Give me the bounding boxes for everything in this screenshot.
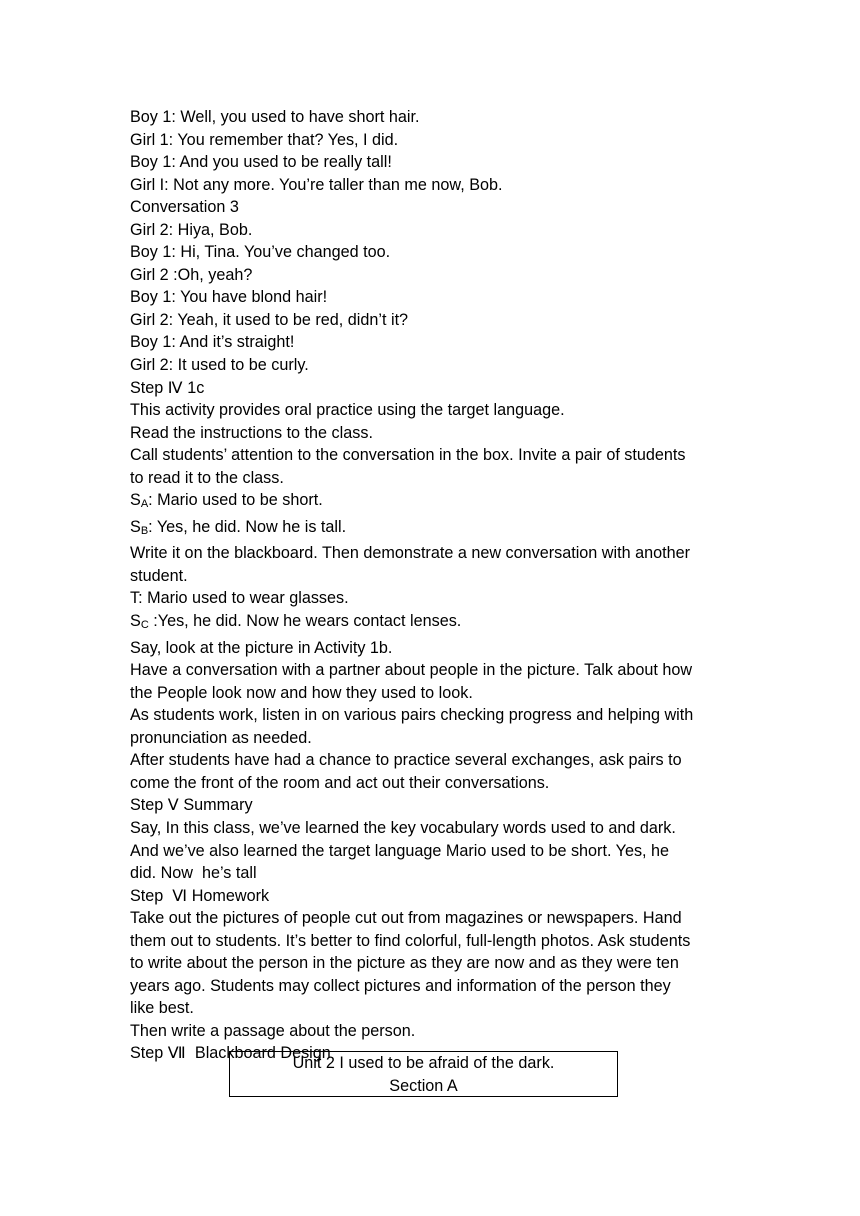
text-line: Say, In this class, we’ve learned the key vocabulary words used to and dark. bbox=[130, 818, 676, 837]
text-line: Read the instructions to the class. bbox=[130, 423, 373, 442]
text-line: Boy 1: And it’s straight! bbox=[130, 333, 295, 352]
dialogue-text: : Yes, he did. Now he is tall. bbox=[148, 517, 347, 536]
text-line: Girl 2: It used to be curly. bbox=[130, 356, 309, 375]
text-line: Girl 2 :Oh, yeah? bbox=[130, 265, 253, 284]
text-line: the People look now and how they used to look. bbox=[130, 683, 473, 702]
section-heading: Conversation 3 bbox=[130, 198, 239, 217]
dialogue-text: : Mario used to be short. bbox=[148, 491, 323, 510]
text-line: After students have had a chance to practice several exchanges, ask pairs to bbox=[130, 751, 682, 770]
text-line: As students work, listen in on various pairs checking progress and helping with bbox=[130, 706, 694, 725]
dialogue-sc bbox=[130, 610, 740, 637]
text-line: Write it on the blackboard. Then demonstrate a new conversation with another bbox=[130, 544, 690, 563]
text-line: Girl 2: Yeah, it used to be red, didn’t it? bbox=[130, 310, 409, 329]
board-section: Section A bbox=[389, 1076, 458, 1095]
text-line: Have a conversation with a partner about people in the picture. Talk about how bbox=[130, 661, 693, 680]
text-line: Then write a passage about the person. bbox=[130, 1021, 416, 1040]
speaker-s: S bbox=[130, 517, 141, 536]
text-line: like best. bbox=[130, 999, 194, 1018]
step-heading: Step Ⅴ Summary bbox=[130, 796, 253, 815]
step-heading: Step Ⅵ Homework bbox=[130, 886, 270, 905]
text-line: Girl 1: You remember that? Yes, I did. bbox=[130, 130, 399, 149]
dialogue-sb bbox=[130, 516, 740, 543]
dialogue-text: :Yes, he did. Now he wears contact lenses. bbox=[148, 612, 462, 631]
step-heading: Step Ⅶ Blackboard Design bbox=[130, 1044, 331, 1063]
text-line: This activity provides oral practice using the target language. bbox=[130, 401, 565, 420]
text-line: Boy 1: Well, you used to have short hair. bbox=[130, 108, 420, 126]
speaker-subscript: A bbox=[140, 498, 149, 511]
step-heading: Step Ⅳ 1c bbox=[130, 378, 205, 397]
text-line: T: Mario used to wear glasses. bbox=[130, 589, 349, 608]
text-line: Say, look at the picture in Activity 1b. bbox=[130, 638, 393, 657]
text-line: did. Now he’s tall bbox=[130, 864, 257, 883]
blackboard-design-box bbox=[229, 1051, 618, 1097]
speaker-subscript: C bbox=[140, 619, 149, 632]
text-line: Take out the pictures of people cut out from magazines or newspapers. Hand bbox=[130, 909, 682, 928]
document-body bbox=[130, 106, 740, 1065]
board-title: Unit 2 I used to be afraid of the dark. bbox=[292, 1054, 555, 1072]
text-line: them out to students. It’s better to find colorful, full-length photos. Ask students bbox=[130, 931, 691, 950]
text-line: to write about the person in the picture as they are now and as they were ten bbox=[130, 954, 679, 973]
text-line: student. bbox=[130, 566, 188, 585]
text-line: And we’ve also learned the target language Mario used to be short. Yes, he bbox=[130, 841, 670, 860]
speaker-s: S bbox=[130, 491, 141, 510]
text-line: Boy 1: You have blond hair! bbox=[130, 288, 328, 307]
text-line: come the front of the room and act out their conversations. bbox=[130, 773, 550, 792]
text-line: Girl 2: Hiya, Bob. bbox=[130, 220, 253, 239]
text-line: Girl I: Not any more. You’re taller than me now, Bob. bbox=[130, 175, 503, 194]
text-line: Boy 1: And you used to be really tall! bbox=[130, 153, 392, 172]
speaker-subscript: B bbox=[140, 524, 149, 537]
text-line: Boy 1: Hi, Tina. You’ve changed too. bbox=[130, 243, 391, 262]
text-line: to read it to the class. bbox=[130, 468, 284, 487]
text-line: pronunciation as needed. bbox=[130, 728, 312, 747]
text-line: years ago. Students may collect pictures and information of the person they bbox=[130, 976, 671, 995]
text-line: Call students’ attention to the conversation in the box. Invite a pair of students bbox=[130, 446, 686, 465]
speaker-s: S bbox=[130, 612, 141, 631]
dialogue-sa bbox=[130, 489, 740, 516]
